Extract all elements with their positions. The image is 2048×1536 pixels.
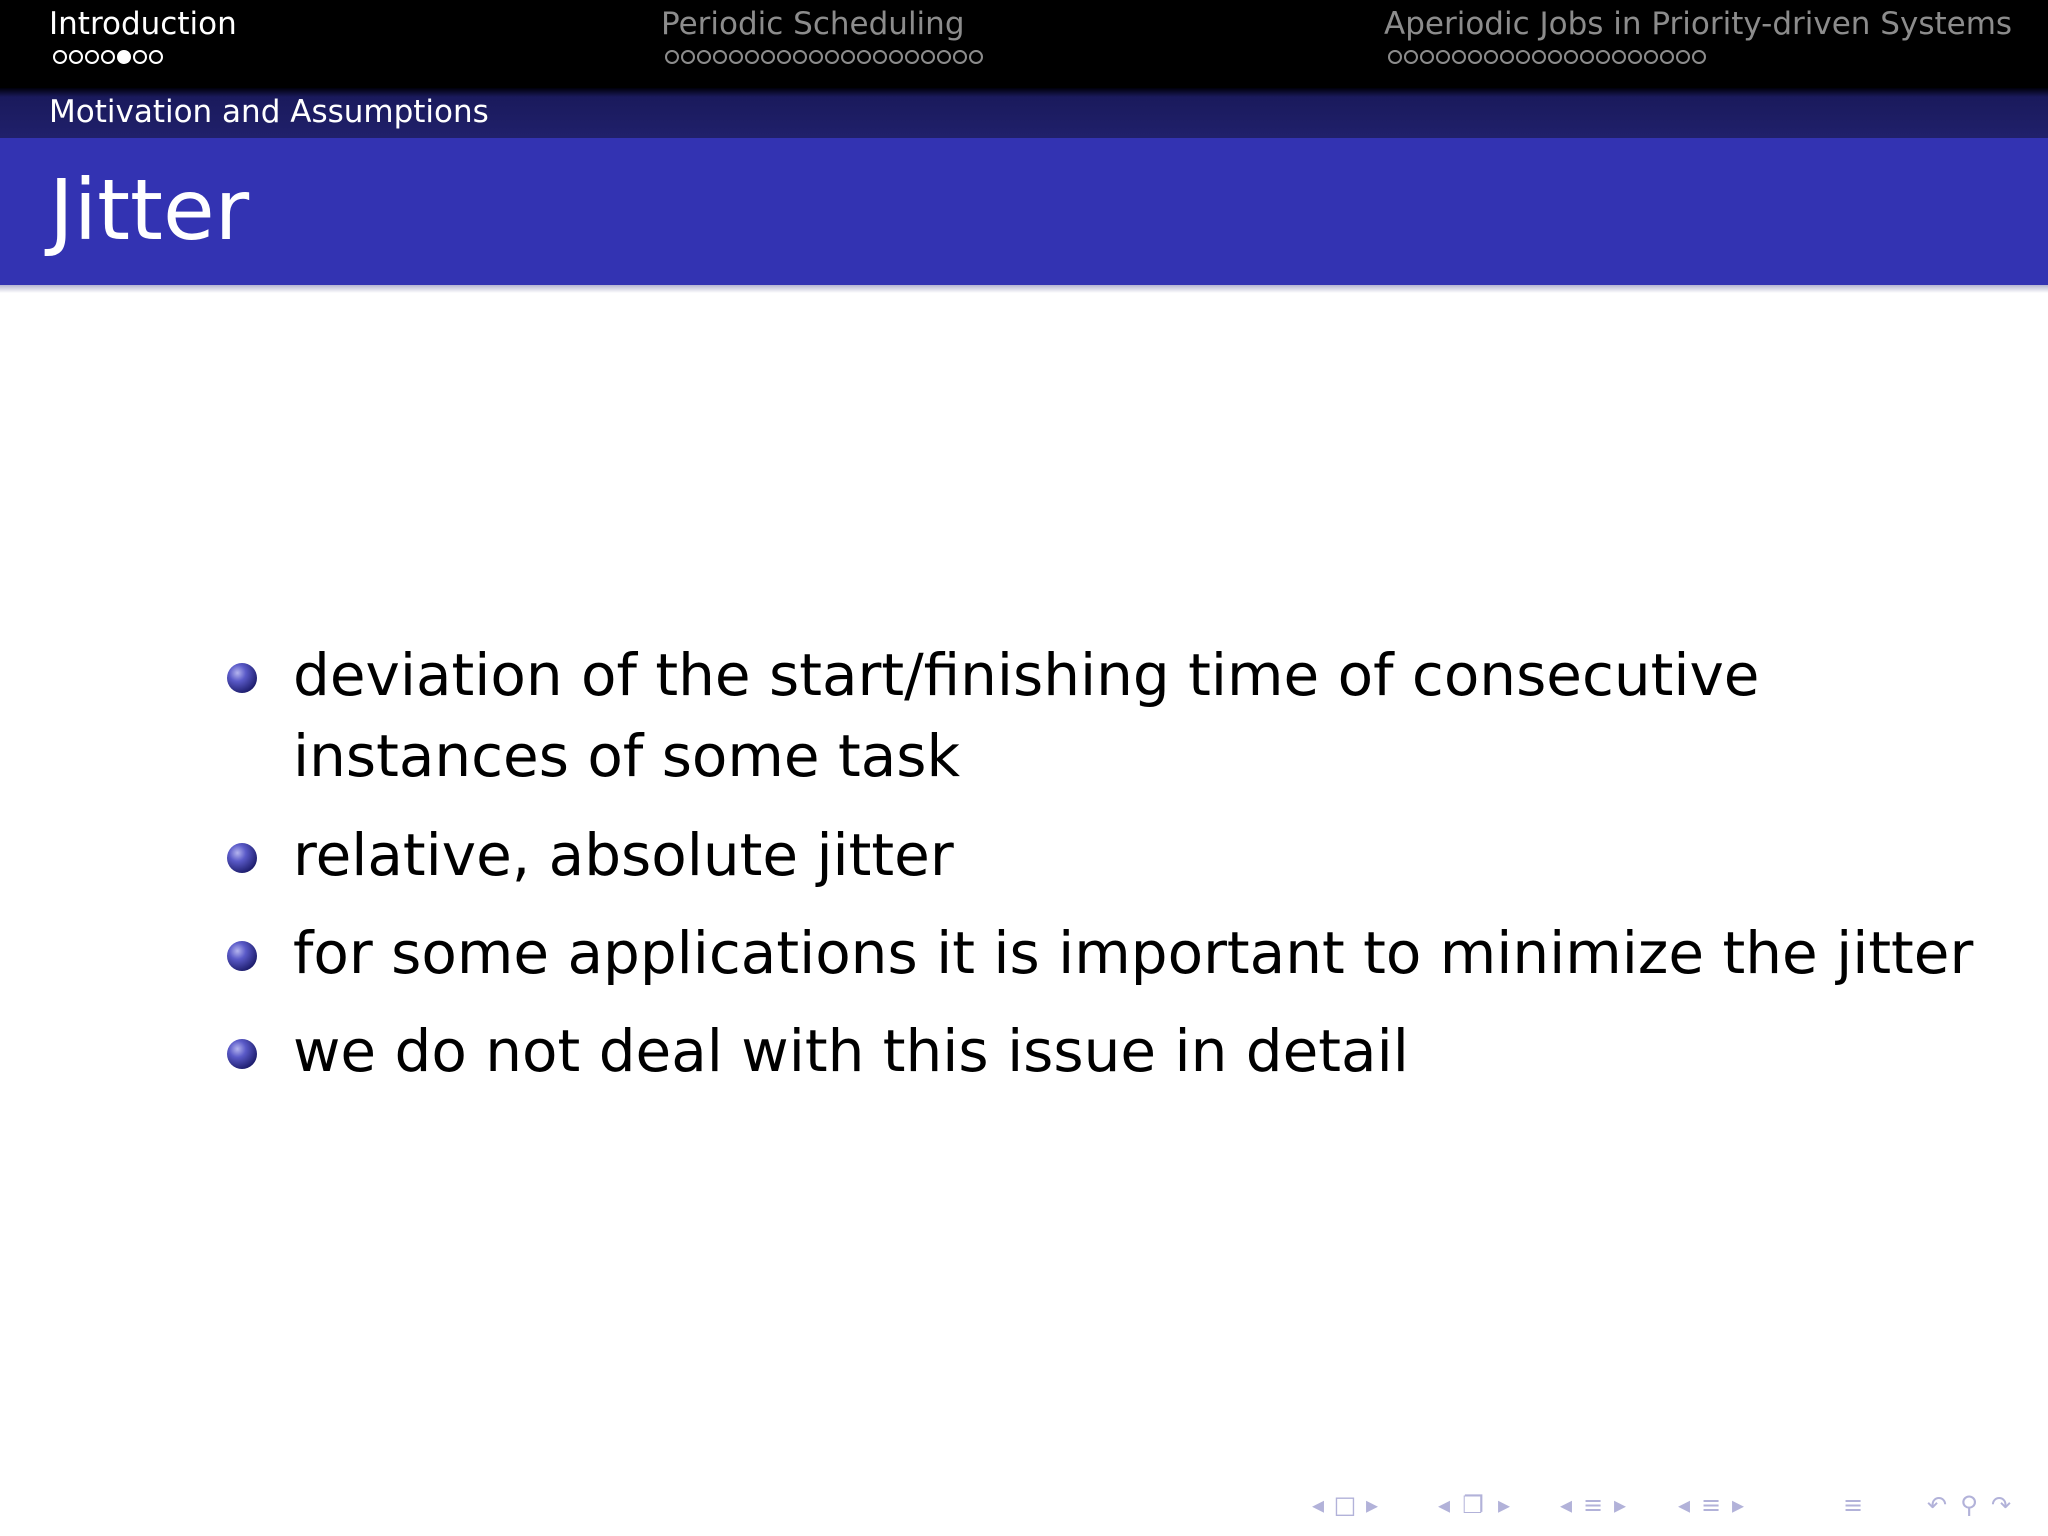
bullet-ball-icon — [227, 941, 257, 971]
slide-dot[interactable] — [1532, 50, 1546, 64]
frame-icon[interactable]: □ — [1333, 1491, 1357, 1519]
title-bar-shadow — [0, 285, 2048, 293]
slide-dot[interactable] — [841, 50, 855, 64]
nav-right-arrow-icon[interactable]: ▸ — [1497, 1491, 1511, 1519]
nav-right-arrow-icon[interactable]: ▸ — [1731, 1491, 1745, 1519]
subsection-title[interactable]: Motivation and Assumptions — [49, 94, 489, 130]
slide-dot[interactable] — [1692, 50, 1706, 64]
nav-right-arrow-icon[interactable]: ▸ — [1613, 1491, 1627, 1519]
slide-dot[interactable] — [1628, 50, 1642, 64]
slide-dot[interactable] — [53, 50, 67, 64]
bullet-ball-icon — [227, 843, 257, 873]
slide-dot[interactable] — [1436, 50, 1450, 64]
slide-dot[interactable] — [857, 50, 871, 64]
search-icon[interactable]: ⚲ — [1960, 1491, 1978, 1519]
slide-dot[interactable] — [777, 50, 791, 64]
slide-dot[interactable] — [681, 50, 695, 64]
slide-dot[interactable] — [809, 50, 823, 64]
bullet-text-line: we do not deal with this issue in detail — [293, 1017, 1409, 1085]
bullet-item — [293, 1011, 1993, 1092]
slide-dot[interactable] — [713, 50, 727, 64]
slide-dot[interactable] — [85, 50, 99, 64]
slide-dot[interactable] — [1644, 50, 1658, 64]
slide-dot[interactable] — [937, 50, 951, 64]
slide-dot[interactable] — [69, 50, 83, 64]
slide-dot[interactable] — [1660, 50, 1674, 64]
subsection-bar — [0, 88, 2048, 138]
bullet-text-line: deviation of the start/finishing time of consecutive — [293, 641, 1760, 709]
beamer-navigation-symbols — [1310, 1490, 2030, 1520]
slide-dot[interactable] — [1452, 50, 1466, 64]
slide-dot[interactable] — [793, 50, 807, 64]
nav-left-arrow-icon[interactable]: ◂ — [1437, 1491, 1451, 1519]
nav-section-title[interactable]: Introduction — [49, 6, 237, 42]
nav-left-arrow-icon[interactable]: ◂ — [1677, 1491, 1691, 1519]
subsection-icon[interactable]: ❐ — [1462, 1491, 1484, 1519]
nav-right-arrow-icon[interactable]: ▸ — [1365, 1491, 1379, 1519]
appendix-icon[interactable]: ≡ — [1842, 1491, 1864, 1519]
current-slide-dot[interactable] — [117, 50, 131, 64]
slide-dot[interactable] — [697, 50, 711, 64]
bullet-item — [293, 913, 1993, 994]
nav-left-arrow-icon[interactable]: ◂ — [1311, 1491, 1325, 1519]
slide-dot[interactable] — [1388, 50, 1402, 64]
slide-dot[interactable] — [1564, 50, 1578, 64]
slide-dot[interactable] — [905, 50, 919, 64]
nav-section-title[interactable]: Aperiodic Jobs in Priority-driven Systems — [1384, 6, 2013, 42]
slide-dot[interactable] — [1500, 50, 1514, 64]
slide-dot[interactable] — [761, 50, 775, 64]
section-icon[interactable]: ≡ — [1582, 1491, 1604, 1519]
slide-dot[interactable] — [729, 50, 743, 64]
slide-dot[interactable] — [745, 50, 759, 64]
slide-dot[interactable] — [101, 50, 115, 64]
slide-dot[interactable] — [1516, 50, 1530, 64]
nav-slide-dots — [1388, 50, 1706, 68]
slide-dot[interactable] — [825, 50, 839, 64]
slide-dot[interactable] — [921, 50, 935, 64]
slide-dot[interactable] — [1612, 50, 1626, 64]
slide-dot[interactable] — [1468, 50, 1482, 64]
bullet-text-line: instances of some task — [293, 722, 961, 790]
section-navigation-bar — [0, 0, 2048, 88]
slide-dot[interactable] — [149, 50, 163, 64]
bullet-text-line: relative, absolute jitter — [293, 821, 954, 889]
slide-dot[interactable] — [133, 50, 147, 64]
bullet-ball-icon — [227, 1039, 257, 1069]
nav-slide-dots — [665, 50, 983, 68]
slide-dot[interactable] — [1484, 50, 1498, 64]
undo-icon[interactable]: ↶ — [1926, 1491, 1948, 1519]
bullet-text-line: for some applications it is important to minimize the jitter — [293, 919, 1974, 987]
slide-dot[interactable] — [1596, 50, 1610, 64]
bullet-ball-icon — [227, 663, 257, 693]
slide-dot[interactable] — [873, 50, 887, 64]
nav-section-title[interactable]: Periodic Scheduling — [661, 6, 965, 42]
slide-dot[interactable] — [1676, 50, 1690, 64]
frame-title-bar — [0, 138, 2048, 285]
slide-dot[interactable] — [665, 50, 679, 64]
nav-slide-dots — [53, 50, 163, 68]
slide-dot[interactable] — [953, 50, 967, 64]
slide-dot[interactable] — [1404, 50, 1418, 64]
document-icon[interactable]: ≡ — [1700, 1491, 1722, 1519]
bullet-item — [293, 815, 1993, 896]
bullet-item — [293, 635, 1993, 797]
frame-title: Jitter — [49, 161, 250, 259]
slide-dot[interactable] — [1580, 50, 1594, 64]
nav-left-arrow-icon[interactable]: ◂ — [1559, 1491, 1573, 1519]
slide-dot[interactable] — [1420, 50, 1434, 64]
slide-dot[interactable] — [969, 50, 983, 64]
slide-dot[interactable] — [889, 50, 903, 64]
redo-icon[interactable]: ↷ — [1990, 1491, 2012, 1519]
slide-dot[interactable] — [1548, 50, 1562, 64]
